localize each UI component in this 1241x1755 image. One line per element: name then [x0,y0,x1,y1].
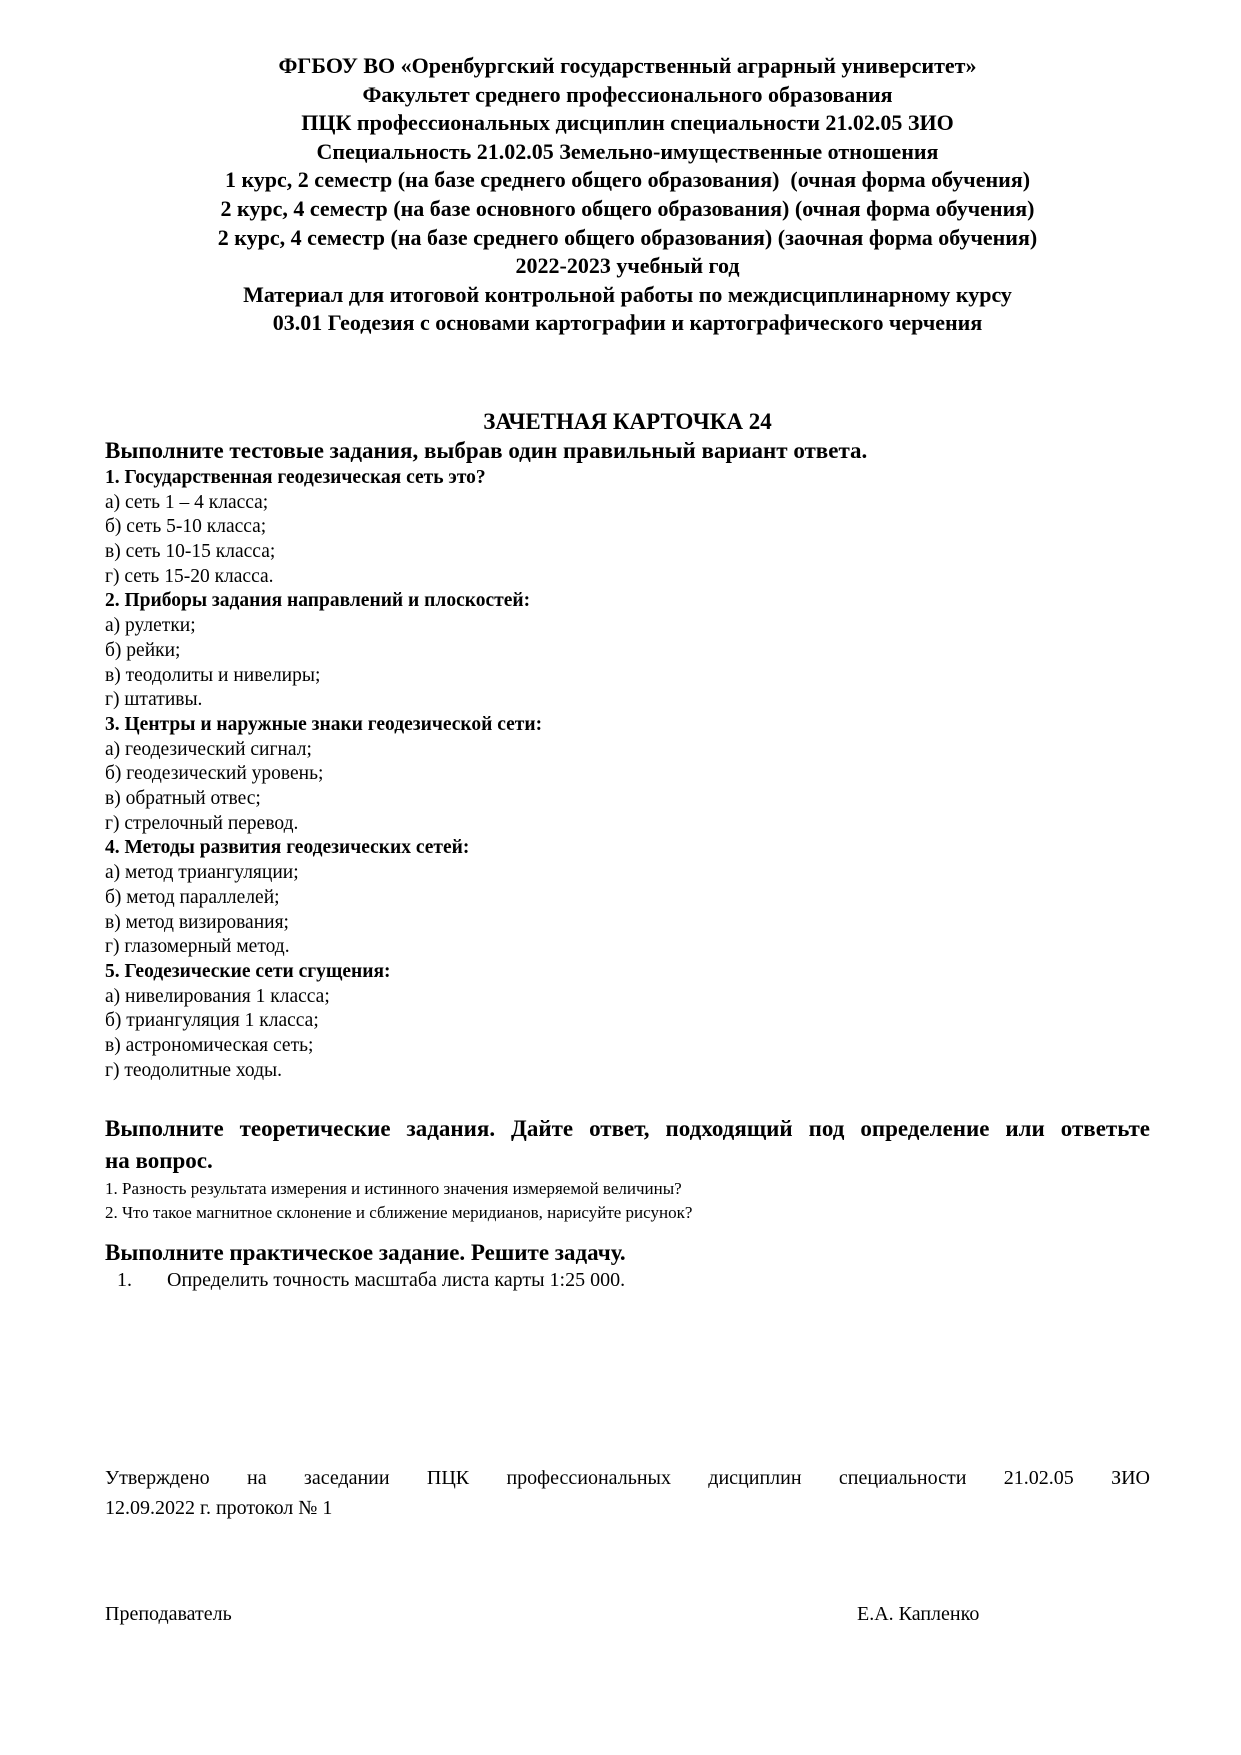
question-label: 1. Государственная геодезическая сеть это? [105,466,486,488]
question-option: г) сеть 15-20 класса. [105,565,274,587]
test-question-4 [105,836,1150,960]
question-option: а) геодезический сигнал; [105,738,312,760]
question-label: 2. Приборы задания направлений и плоскостей: [105,590,531,612]
question-option: б) метод параллелей; [105,886,280,908]
theory-question-1: 1. Разность результата измерения и истинного значения измеряемой величины? [105,1178,682,1198]
header-course-line-3: 2 курс, 4 семестр (на базе среднего общего образования) (заочная форма обучения) [217,224,1038,250]
question-option: в) теодолиты и нивелиры; [105,664,321,686]
theory-intro-line-2: на вопрос. [105,1147,213,1173]
question-label: 5. Геодезические сети сгущения: [105,961,391,982]
question-option: г) стрелочный перевод. [105,812,299,834]
theory-question-2: 2. Что такое магнитное склонение и сближение меридианов, нарисуйте рисунок? [105,1202,693,1222]
question-option: а) метод триангуляции; [105,862,299,884]
question-option: г) теодолитные ходы. [105,1059,282,1081]
signature-role: Преподаватель [105,1602,232,1625]
question-option: б) рейки; [105,639,181,661]
test-question-2 [105,589,1150,713]
theory-section-intro [105,1113,1150,1177]
question-option: а) рулетки; [105,615,196,637]
header-course-title: 03.01 Геодезия с основами картографии и картографического черчения [272,310,983,336]
header-specialty-line: Специальность 21.02.05 Земельно-имущественные отношения [316,138,939,164]
header-faculty-line: Факультет среднего профессионального образования [362,81,893,107]
test-question-5 [105,960,1150,1084]
test-section [105,436,1150,1084]
question-option: г) штативы. [105,689,203,711]
header-pck-line: ПЦК профессиональных дисциплин специальности 21.02.05 ЗИО [301,110,954,136]
question-option: а) сеть 1 – 4 класса; [105,491,269,513]
practice-task-item [105,1267,1150,1294]
question-option: в) метод визирования; [105,911,289,933]
header-academic-year: 2022-2023 учебный год [515,253,740,279]
test-question-1 [105,466,1150,590]
practice-task-number: 1. [117,1268,132,1291]
question-option: б) сеть 5-10 класса; [105,516,267,538]
question-option: б) триангуляция 1 класса; [105,1010,319,1032]
header-course-line-2: 2 курс, 4 семестр (на базе основного общего образования) (очная форма обучения) [220,195,1035,221]
question-option: г) глазомерный метод. [105,936,290,958]
question-option: а) нивелирования 1 класса; [105,985,330,1007]
page-content [0,52,1241,1627]
theory-intro-line-1: Выполните теоретические задания. Дайте ответ, подходящий под определение или ответьте [105,1115,1150,1141]
practice-section-intro: Выполните практическое задание. Решите задачу. [105,1239,626,1265]
question-option: в) обратный отвес; [105,788,261,810]
signature-name: Е.А. Капленко [857,1602,980,1625]
approval-line-1: Утверждено на заседании ПЦК профессиональных дисциплин специальности 21.02.05 ЗИО [105,1466,1150,1489]
question-option: в) сеть 10-15 класса; [105,541,276,563]
question-option: б) геодезический уровень; [105,763,324,785]
question-option: в) астрономическая сеть; [105,1035,314,1057]
question-label: 4. Методы развития геодезических сетей: [105,837,470,859]
signature-row [105,1601,1150,1627]
header-university-line: ФГБОУ ВО «Оренбургский государственный аграрный университет» [278,53,977,78]
theory-section [105,1113,1150,1225]
header-course-line-1: 1 курс, 2 семестр (на базе среднего общего образования) (очная форма обучения) [224,167,1031,193]
practice-task-text: Определить точность масштаба листа карты 1:25 000. [167,1268,626,1291]
approval-line-2: 12.09.2022 г. протокол № 1 [105,1496,333,1519]
test-section-intro: Выполните тестовые задания, выбрав один правильный вариант ответа. [105,437,868,463]
card-title: ЗАЧЕТНАЯ КАРТОЧКА 24 [483,408,772,434]
test-question-3 [105,713,1150,837]
approval-paragraph [105,1463,1150,1523]
document-header [105,52,1150,338]
question-label: 3. Центры и наружные знаки геодезической сети: [105,713,543,735]
practice-section [105,1239,1150,1294]
header-material-line: Материал для итоговой контрольной работы по междисциплинарному курсу [243,281,1012,307]
